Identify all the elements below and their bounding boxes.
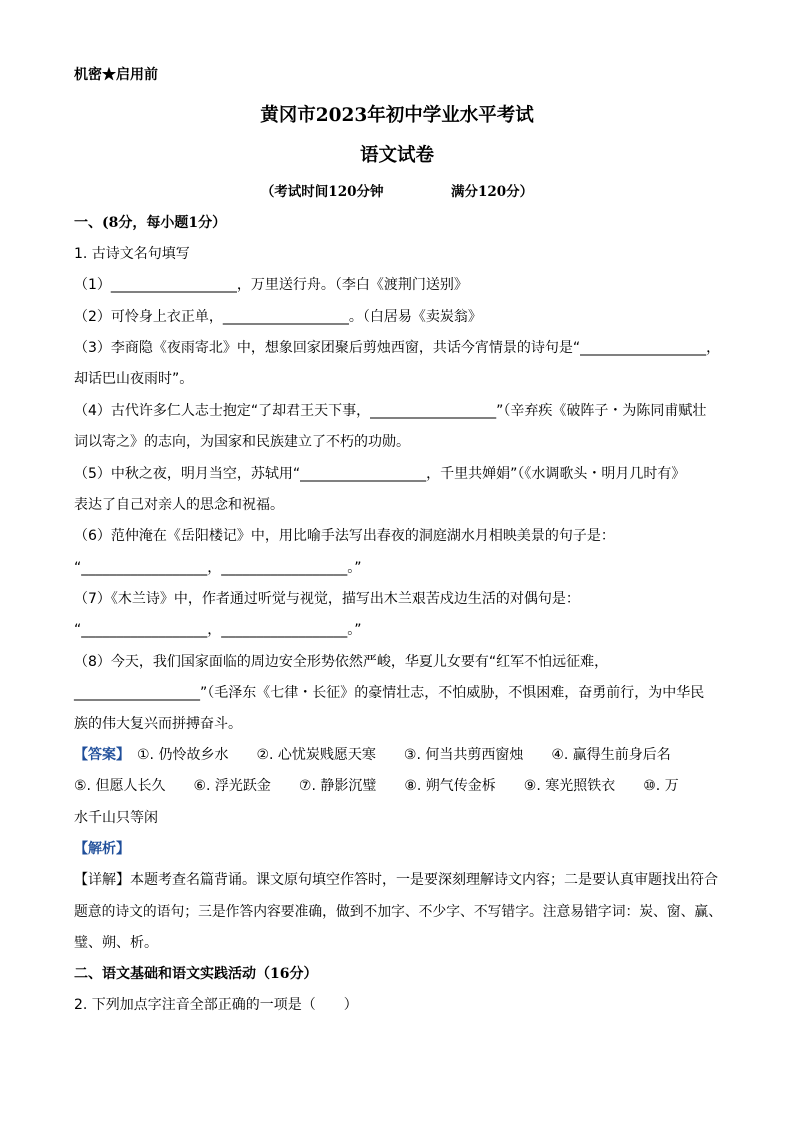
question-line: （4）古代许多仁人志士抱定“了却君王天下事，__________________”（辛弃疾《破阵子・为陈同甫赋壮 xyxy=(74,403,707,419)
question-2-title: 2. 下列加点字注音全部正确的一项是（ ） xyxy=(74,997,358,1013)
analysis-label: 【解析】 xyxy=(74,841,130,857)
question-line: （1）__________________，万里送行舟。（李白《渡荆门送别》 xyxy=(74,277,468,293)
exam-title: 黄冈市2023年初中学业水平考试 xyxy=(260,105,534,126)
question-line: （8）今天，我们国家面临的周边安全形势依然严峻，华夏儿女要有“红军不怕远征难， xyxy=(74,654,609,670)
question-line: （6）范仲淹在《岳阳楼记》中，用比喻手法写出春夜的洞庭湖水月相映美景的句子是： xyxy=(74,528,615,544)
section1-heading: 一、(8分，每小题1分） xyxy=(74,215,227,231)
question-line: 却话巴山夜雨时”。 xyxy=(74,371,194,387)
question-line: （3）李商隐《夜雨寄北》中，想象回家团聚后剪烛西窗，共话今宵情景的诗句是“__________________， xyxy=(74,340,721,356)
answer-text-1: ①. 仍怜故乡水 ②. 心忧炭贱愿天寒 ③. 何当共剪西窗烛 ④. 赢得生前身后名 xyxy=(123,747,671,763)
question-line: （5）中秋之夜，明月当空，苏轼用“__________________，千里共婵娟”（《水调歌头・明月几时有》 xyxy=(74,466,686,482)
question-line: 词以寄之》的志向，为国家和民族建立了不朽的功勋。 xyxy=(74,434,410,450)
question-line: （7）《木兰诗》中，作者通过听觉与视觉，描写出木兰艰苦戍边生活的对偶句是： xyxy=(74,591,580,607)
question-line: “__________________，__________________。” xyxy=(74,622,362,638)
section2-heading: 二、语文基础和语文实践活动（16分） xyxy=(74,966,318,982)
answer-line-3: 水千山只等闲 xyxy=(74,810,158,826)
question-line: 表达了自己对亲人的思念和祝福。 xyxy=(74,497,284,513)
question-line: 族的伟大复兴而拼搏奋斗。 xyxy=(74,716,242,732)
question-1-title: 1. 古诗文名句填写 xyxy=(74,246,190,262)
detail-line-2: 题意的诗文的语句；三是作答内容要准确，做到不加字、不少字、不写错字。注意易错字词：炭、窗、赢、 xyxy=(74,904,722,920)
question-line: __________________”（毛泽东《七律・长征》的豪情壮志，不怕威胁，不惧困难，奋勇前行，为中华民 xyxy=(74,685,705,701)
answer-label: 【答案】 xyxy=(74,747,123,763)
detail-line-3: 璧、朔、析。 xyxy=(74,935,158,951)
detail-line-1: 【详解】本题考查名篇背诵。课文原句填空作答时，一是要深刻理解诗文内容；二是要认真审题找出符合 xyxy=(74,872,718,888)
question-line: “__________________，__________________。” xyxy=(74,560,362,576)
confidential-label: 机密★启用前 xyxy=(74,67,158,83)
question-line: （2）可怜身上衣正单，__________________。（白居易《卖炭翁》 xyxy=(74,309,482,325)
answer-line-1 xyxy=(74,746,671,764)
answer-line-2: ⑤. 但愿人长久 ⑥. 浮光跃金 ⑦. 静影沉璧 ⑧. 朔气传金柝 ⑨. 寒光照铁衣 ⑩. 万 xyxy=(74,778,679,794)
exam-info: （考试时间120分钟 满分120分） xyxy=(260,184,534,200)
exam-subtitle: 语文试卷 xyxy=(359,145,434,166)
